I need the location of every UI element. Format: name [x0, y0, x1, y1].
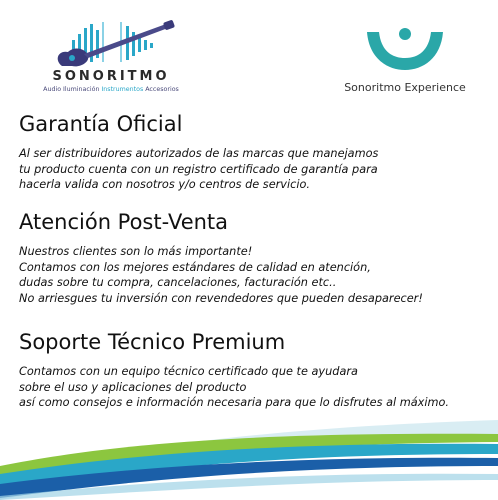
section-post-venta: [19, 210, 489, 306]
smile-person-icon: [357, 20, 453, 72]
section-line: Contamos con un equipo técnico certificado que te ayudara: [19, 365, 358, 378]
section-body: [19, 364, 489, 411]
sonoritmo-logo: [28, 20, 188, 100]
sonoritmo-experience-logo: [330, 20, 480, 100]
section-title: Atención Post-Venta: [19, 210, 229, 234]
section-soporte: [19, 330, 489, 411]
section-body: [19, 146, 489, 193]
header: [0, 0, 498, 112]
brand-name: SONORITMO: [52, 69, 170, 84]
brand-tagline: [32, 86, 190, 93]
section-line: No arriesgues tu inversión con revendedores que pueden desaparecer!: [19, 291, 423, 305]
section-line: Nuestros clientes son lo más importante!: [19, 245, 253, 258]
tagline-instrumentos: Instrumentos: [101, 86, 144, 93]
section-line: Contamos con los mejores estándares de calidad en atención,: [19, 260, 371, 274]
section-line: así como consejos e información necesaria para que lo disfrutes al máximo.: [19, 396, 450, 409]
section-body: [19, 244, 489, 306]
tagline-accesorios: Accesorios: [143, 86, 179, 93]
section-line: tu producto cuenta con un registro certificado de garantía para: [19, 162, 378, 176]
tagline-audio: Audio Iluminación: [43, 86, 102, 93]
section-title: Garantía Oficial: [19, 112, 183, 136]
experience-name: Sonoritmo Experience: [344, 81, 466, 94]
section-title: Soporte Técnico Premium: [19, 330, 286, 354]
footer-waves: [0, 408, 498, 500]
section-line: dudas sobre tu compra, cancelaciones, facturación etc..: [19, 276, 337, 289]
section-line: Al ser distribuidores autorizados de las marcas que manejamos: [19, 147, 379, 160]
guitar-soundwave-icon: [28, 20, 188, 70]
section-line: sobre el uso y aplicaciones del producto: [19, 380, 247, 394]
section-line: hacerla valida con nosotros y/o centros de servicio.: [19, 178, 310, 191]
section-garantia: [19, 112, 489, 193]
